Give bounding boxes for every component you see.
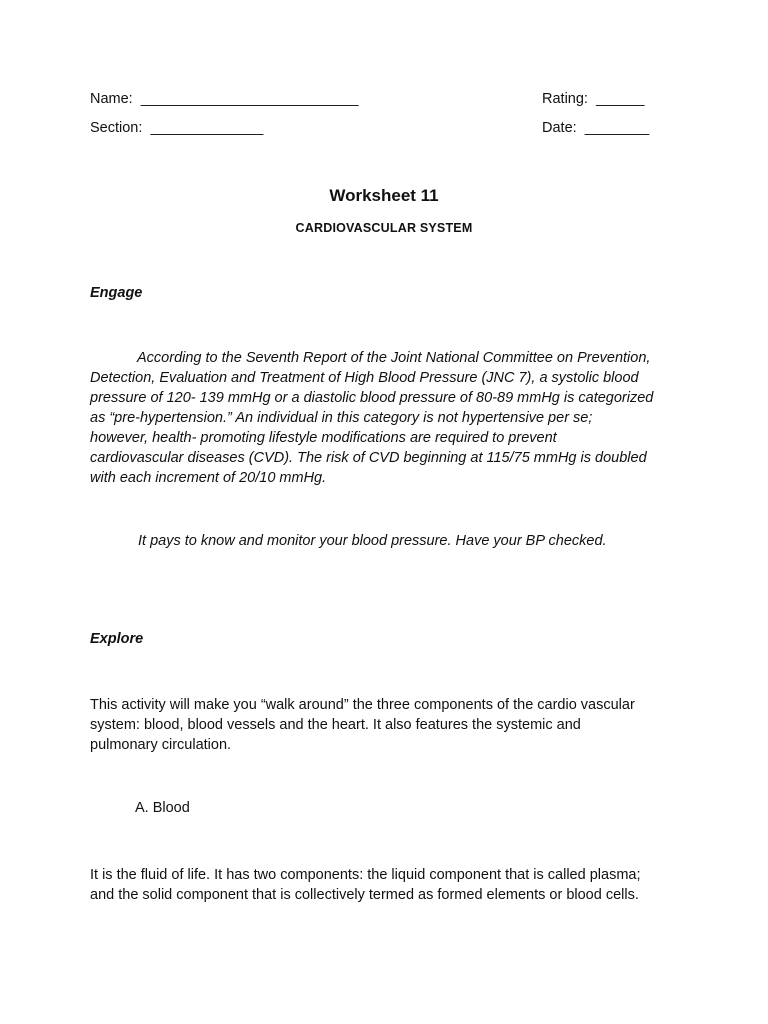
engage-heading: Engage [90,285,143,301]
engage-line: however, health- promoting lifestyle modifications are required to prevent [90,430,557,446]
explore-line: pulmonary circulation. [90,737,232,753]
blood-line: and the solid component that is collectively termed as formed elements or blood cells. [90,887,639,903]
name-blank: ___________________________ [140,91,359,107]
explore-heading: Explore [90,631,144,647]
engage-line: According to the Seventh Report of the Joint National Committee on Prevention, [137,350,651,366]
engage-line: Detection, Evaluation and Treatment of High Blood Pressure (JNC 7), a systolic blood [90,370,639,386]
engage-line: as “pre-hypertension.” An individual in this category is not hypertensive per se; [90,410,593,426]
explore-line: system: blood, blood vessels and the heart. It also features the systemic and [90,717,581,733]
engage-reminder: It pays to know and monitor your blood pressure. Have your BP checked. [138,533,607,549]
rating-blank: ______ [596,91,645,107]
worksheet-title: Worksheet 11 [329,186,439,205]
explore-line: This activity will make you “walk around” the three components of the cardio vascular [90,697,635,713]
rating-label: Rating: [542,91,588,107]
blood-subsection-heading: A. Blood [135,800,190,816]
section-field [90,120,263,136]
blood-line: It is the fluid of life. It has two components: the liquid component that is called plasma; [90,867,641,883]
worksheet-subtitle: CARDIOVASCULAR SYSTEM [295,221,473,235]
name-field [90,91,359,107]
engage-paragraph [90,348,682,488]
date-blank: ________ [584,120,650,136]
section-label: Section: [90,120,143,136]
explore-paragraph [90,695,682,755]
rating-field [542,91,644,107]
section-blank: ______________ [150,120,264,136]
blood-paragraph [90,865,682,905]
name-label: Name: [90,91,133,107]
engage-line: cardiovascular diseases (CVD). The risk of CVD beginning at 115/75 mmHg is doubled [90,450,647,466]
date-field [542,120,649,136]
date-label: Date: [542,120,577,136]
engage-line: pressure of 120- 139 mmHg or a diastolic blood pressure of 80-89 mmHg is categorized [90,390,654,406]
engage-line: with each increment of 20/10 mmHg. [90,470,327,486]
